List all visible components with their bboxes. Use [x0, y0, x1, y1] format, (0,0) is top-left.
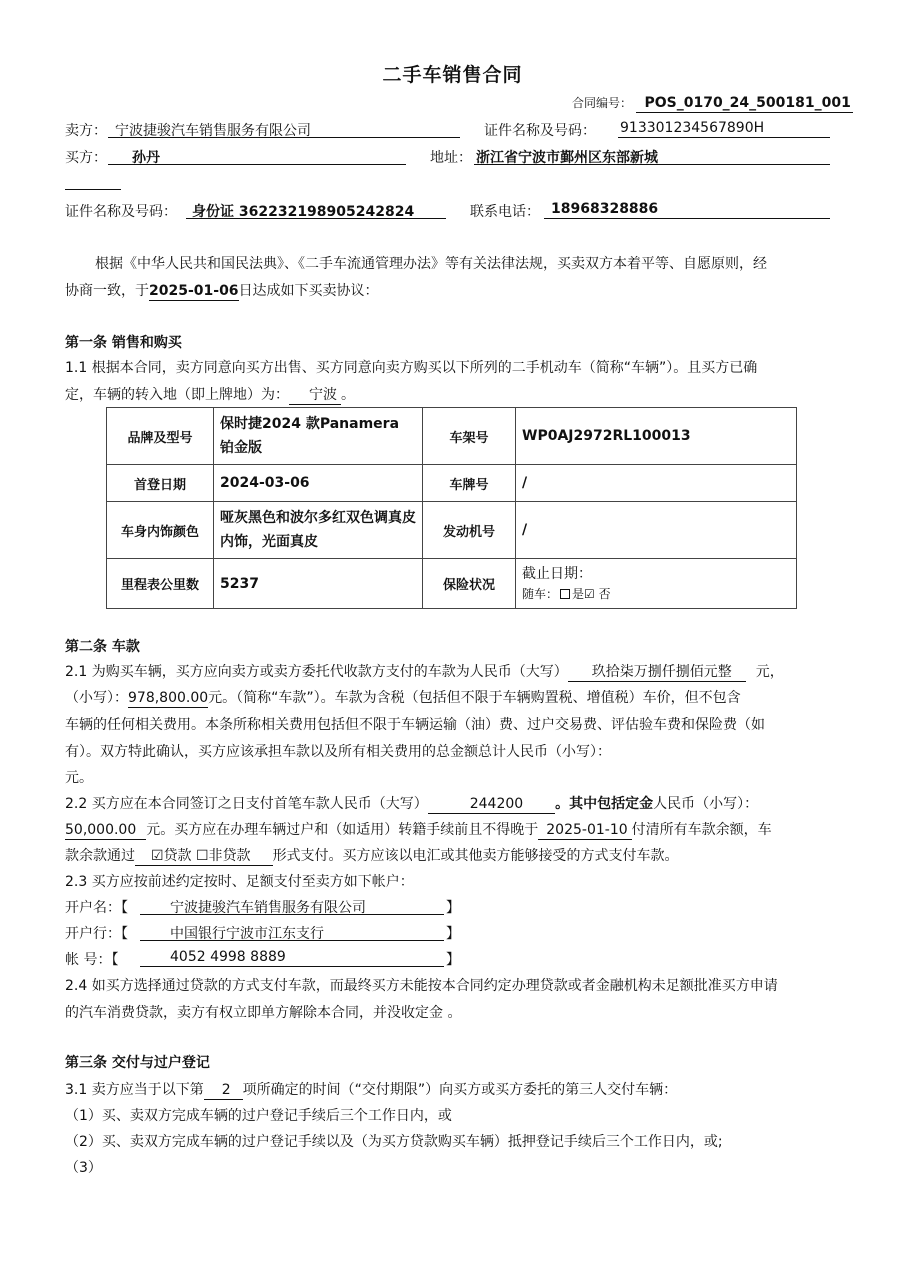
plate-value: / [516, 465, 797, 502]
article-2-4-line-2: 的汽车消费贷款，卖方有权立即单方解除本合同，并没收定金 。 [65, 1005, 462, 1021]
unchecked-box-icon [560, 589, 570, 599]
contract-number: POS_0170_24_500181_001 [636, 95, 852, 113]
insurance-label: 保险状况 [423, 559, 516, 609]
seller-id: 913301234567890H [620, 120, 765, 136]
bank-name: 中国银行宁波市江东支行 [170, 926, 324, 942]
buyer-label: 买方： [65, 150, 107, 166]
first-reg-value: 2024-03-06 [214, 465, 423, 502]
bracket: 】 [446, 900, 460, 916]
intro-line-2: 协商一致，于2025-01-06日达成如下买卖协议： [65, 283, 379, 299]
article-2-1-line-4: 有）。双方特此确认，买方应该承担车款以及所有相关费用的总金额总计人民币（小写）： [65, 744, 611, 760]
delivery-option-1: （1）买、卖双方完成车辆的过户登记手续后三个工作日内，或 [65, 1108, 452, 1124]
contract-title: 二手车销售合同 [382, 64, 523, 86]
delivery-option-2: （2）买、卖双方完成车辆的过户登记手续以及（为买方贷款购买车辆）抵押登记手续后三个工作日内，或; [65, 1134, 723, 1150]
article-2-1-line-1: 2.1 为购买车辆，买方应向卖方或卖方委托代收款方支付的车款为人民币（大写） 玖拾柒万捌仟捌佰元整 元， [65, 664, 784, 680]
first-reg-label: 首登日期 [107, 465, 214, 502]
article-3-title: 第三条 交付与过户登记 [65, 1055, 210, 1071]
buyer-phone: 18968328886 [551, 201, 659, 217]
article-3-1: 3.1 卖方应当于以下第 2 项所确定的时间（“交付期限”）向买方或买方委托的第三人交付车辆： [65, 1082, 678, 1098]
deposit-amount: 50,000.00 [65, 822, 146, 840]
article-1-1-line-1: 1.1 根据本合同，卖方同意向买方出售、买方同意向卖方购买以下所列的二手机动车（简称“车辆”）。且买方已确 [65, 360, 758, 376]
seller-underline [108, 137, 460, 138]
account-name: 宁波捷骏汽车销售服务有限公司 [170, 900, 366, 916]
article-2-2-line-1: 2.2 买方应在本合同签订之日支付首笔车款人民币（大写） 244200 。其中包括定金人民币（小写）： [65, 796, 759, 812]
bracket: 】 [446, 952, 460, 968]
checked-box-icon: ☑ [584, 586, 595, 601]
vin-label: 车架号 [423, 408, 516, 465]
table-row [107, 465, 797, 502]
vin-value: WP0AJ2972RL100013 [516, 408, 797, 465]
payment-method: ☑贷款 ☐非贷款 [135, 848, 273, 866]
engine-label: 发动机号 [423, 502, 516, 559]
article-2-3: 2.3 买方应按前述约定按时、足额支付至卖方如下帐户： [65, 874, 414, 890]
contract-number-row [572, 94, 853, 113]
buyer-id-label: 证件名称及号码： [65, 204, 177, 220]
address-underline [474, 164, 830, 165]
article-1-title: 第一条 销售和购买 [65, 335, 182, 351]
price-lower: 978,800.00 [128, 690, 209, 706]
color-value: 哑灰黑色和波尔多红双色调真皮内饰，光面真皮 [214, 502, 423, 559]
insurance-deadline: 截止日期： [522, 565, 592, 582]
brand-label: 品牌及型号 [107, 408, 214, 465]
mileage-value: 5237 [214, 559, 423, 609]
phone-label: 联系电话： [470, 204, 540, 220]
insurance-value [516, 559, 797, 609]
table-row [107, 408, 797, 465]
insurance-with-car: 随车： 是☑ 否 [522, 586, 611, 601]
intro-line-1: 根据《中华人民共和国民法典》、《二手车流通管理办法》等有关法律法规，买卖双方本着平等、自愿原则，经 [95, 256, 767, 272]
table-row [107, 559, 797, 609]
article-2-4-line-1: 2.4 如买方选择通过贷款的方式支付车款，而最终买方未能按本合同约定办理贷款或者金融机构未足额批准买方申请 [65, 978, 778, 994]
first-payment: 244200 [428, 796, 555, 814]
article-2-1-line-2: （小写）：978,800.00元。（简称“车款”）。车款为含税（包括但不限于车辆购置税、增值税）车价，但不包含 [65, 690, 741, 706]
article-2-title: 第二条 车款 [65, 639, 140, 655]
bank-row: 开户行：【 [65, 926, 128, 942]
article-2-1-line-5: 元。 [65, 770, 93, 786]
seller-name: 宁波捷骏汽车销售服务有限公司 [115, 123, 311, 139]
buyer-name: 孙丹 [132, 150, 160, 166]
account-number-row: 帐 号：【 [65, 952, 119, 968]
address-continued-underline [65, 189, 121, 190]
plate-label: 车牌号 [423, 465, 516, 502]
delivery-option-3: （3） [65, 1160, 102, 1176]
buyer-id: 身份证 362232198905242824 [192, 204, 415, 220]
article-2-2-line-2: 50,000.00 元。买方应在办理车辆过户和（如适用）转籍手续前且不得晚于 2025-01-10 付清所有车款余额，车 [65, 822, 772, 838]
agreement-date: 2025-01-06 [149, 283, 239, 299]
mileage-label: 里程表公里数 [107, 559, 214, 609]
article-1-1-line-2: 定，车辆的转入地（即上牌地）为： 宁波 。 [65, 387, 355, 403]
address-label: 地址： [430, 150, 472, 166]
price-upper: 玖拾柒万捌仟捌佰元整 [568, 664, 746, 682]
bank-underline [140, 940, 444, 941]
buyer-underline [108, 164, 406, 165]
seller-id-label: 证件名称及号码： [484, 123, 596, 139]
brand-value: 保时捷2024 款Panamera 铂金版 [214, 408, 423, 465]
article-2-2-line-3: 款余款通过 ☑贷款 ☐非贷款 形式支付。买方应该以电汇或其他卖方能够接受的方式支付车款。 [65, 848, 679, 864]
account-number: 4052 4998 8889 [170, 949, 286, 965]
account-name-underline [140, 914, 444, 915]
engine-value: / [516, 502, 797, 559]
buyer-id-underline [186, 218, 446, 219]
article-2-1-line-3: 车辆的任何相关费用。本条所称相关费用包括但不限于车辆运输（油）费、过户交易费、评估验车费和保险费（如 [65, 717, 765, 733]
account-number-underline [140, 966, 444, 967]
vehicle-info-table [106, 407, 797, 609]
transfer-city: 宁波 [289, 387, 341, 405]
contract-number-label: 合同编号： [572, 96, 633, 110]
seller-label: 卖方： [65, 123, 107, 139]
bracket: 】 [446, 926, 460, 942]
phone-underline [544, 218, 830, 219]
color-label: 车身内饰颜色 [107, 502, 214, 559]
table-row [107, 502, 797, 559]
seller-id-underline [618, 137, 830, 138]
delivery-option-number: 2 [204, 1082, 243, 1100]
account-name-row: 开户名：【 [65, 900, 128, 916]
buyer-address: 浙江省宁波市鄞州区东部新城 [476, 150, 658, 166]
payment-deadline: 2025-01-10 [538, 822, 631, 840]
